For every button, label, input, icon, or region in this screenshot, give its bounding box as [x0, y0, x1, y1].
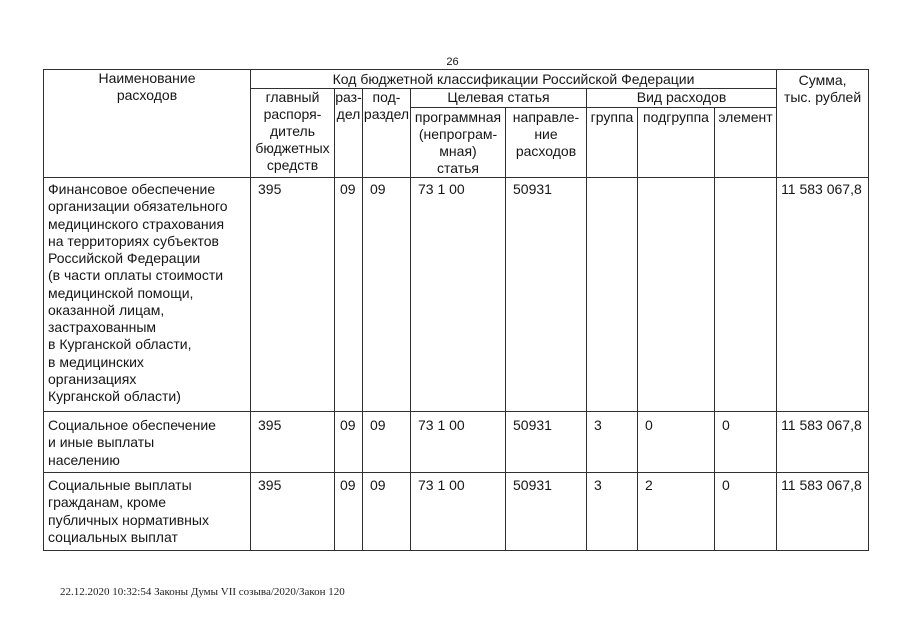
header-subsection-cell: под- раздел: [363, 89, 411, 178]
expense-group-cell: [587, 178, 638, 412]
table-row: [44, 473, 869, 551]
chief-administrator-cell: 395: [251, 178, 335, 412]
page-number: 26: [446, 56, 459, 68]
sum-cell: 11 583 067,8: [777, 178, 869, 412]
chief-administrator-cell: 395: [251, 473, 335, 551]
expense-subgroup-cell: 2: [638, 473, 715, 551]
header-expense-type-cell: Вид расходов: [587, 89, 777, 108]
expense-group-cell: 3: [587, 473, 638, 551]
table-row: [44, 178, 869, 412]
section-cell: 09: [335, 473, 363, 551]
budget-table: [43, 69, 869, 551]
expense-name-cell: Социальное обеспечение и иные выплаты населению: [44, 412, 251, 473]
expense-name-cell: Финансовое обеспечение организации обязательного медицинского страхования на территориях субъектов Российской Федерации (в части оплаты стоимости медицинской помощи, оказанной лицам, застрахованным в Курганской области, в медицинских организациях Курганской области): [44, 178, 251, 412]
expense-subgroup-cell: 0: [638, 412, 715, 473]
expense-subgroup-cell: [638, 178, 715, 412]
header-expense-direction-cell: направле- ние расходов: [506, 108, 587, 178]
header-program-article-cell: программная (непрограм- мная) статья: [411, 108, 506, 178]
header-sum-cell: Сумма, тыс. рублей: [777, 70, 869, 178]
expense-direction-cell: 50931: [506, 473, 587, 551]
table-header: [44, 70, 869, 178]
header-target-article-cell: Целевая статья: [411, 89, 587, 108]
header-budget-code-cell: Код бюджетной классификации Российской Федерации: [251, 70, 777, 89]
expense-element-cell: [715, 178, 777, 412]
header-group-cell: группа: [587, 108, 638, 178]
expense-group-cell: 3: [587, 412, 638, 473]
expense-element-cell: 0: [715, 473, 777, 551]
sum-cell: 11 583 067,8: [777, 412, 869, 473]
header-chief-administrator-cell: главный распоря- дитель бюджетных средств: [251, 89, 335, 178]
table-row: [44, 412, 869, 473]
table-body: [44, 178, 869, 551]
chief-administrator-cell: 395: [251, 412, 335, 473]
subsection-cell: 09: [363, 412, 411, 473]
expense-element-cell: 0: [715, 412, 777, 473]
subsection-cell: 09: [363, 178, 411, 412]
header-section-cell: раз- дел: [335, 89, 363, 178]
expense-name-cell: Социальные выплаты гражданам, кроме публичных нормативных социальных выплат: [44, 473, 251, 551]
expense-direction-cell: 50931: [506, 412, 587, 473]
sum-cell: 11 583 067,8: [777, 473, 869, 551]
program-article-cell: 73 1 00: [411, 412, 506, 473]
header-subgroup-cell: подгруппа: [638, 108, 715, 178]
section-cell: 09: [335, 178, 363, 412]
footer-document-stamp: 22.12.2020 10:32:54 Законы Думы VII созыва/2020/Закон 120: [60, 586, 345, 598]
subsection-cell: 09: [363, 473, 411, 551]
program-article-cell: 73 1 00: [411, 473, 506, 551]
header-name-cell: Наименование расходов: [44, 70, 251, 178]
program-article-cell: 73 1 00: [411, 178, 506, 412]
header-element-cell: элемент: [715, 108, 777, 178]
section-cell: 09: [335, 412, 363, 473]
expense-direction-cell: 50931: [506, 178, 587, 412]
header-row: [44, 70, 869, 89]
